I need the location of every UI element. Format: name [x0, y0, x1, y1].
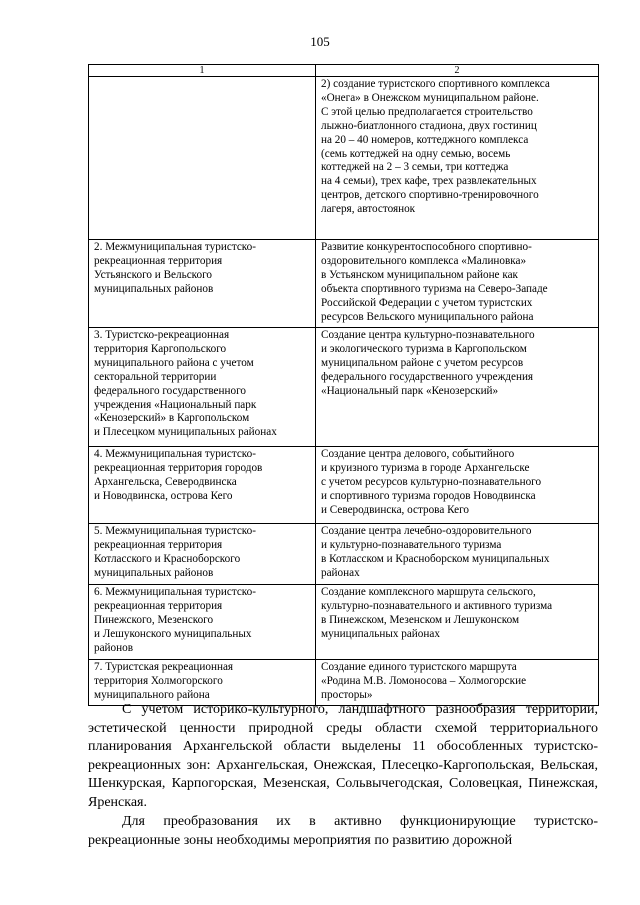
column-header-1: 1	[89, 65, 316, 77]
measure-cell: Создание центра культурно-познавательного и экологического туризма в Каргопольском муниципальном районе с учетом ресурсов федерального государственного учреждения «Национальный парк «Кенозерский»	[316, 328, 599, 447]
measure-cell: Создание единого туристского маршрута «Родина М.В. Ломоносова – Холмогорские просторы»	[316, 660, 599, 706]
body-paragraph-tourism-zones: С учетом историко-культурного, ландшафтного разнообразия территории, эстетической ценности природной среды области схемой территориального планирования Архангельской области выделены 11 обособленных туристско-рекреационных зон: Архангельская, Онежская, Плесецко-Каргопольская, Вельская, Шенкурская, Карпогорская, Мезенская, Сольвычегодская, Соловецкая, Пинежская, Яренская.	[88, 702, 598, 810]
zone-cell: 7. Туристская рекреационная территория Холмогорского муниципального района	[89, 660, 316, 706]
table-row	[89, 328, 599, 447]
table-row	[89, 585, 599, 660]
zone-cell: 6. Межмуниципальная туристско- рекреационная территория Пинежского, Мезенского и Лешуконского муниципальных районов	[89, 585, 316, 660]
table-row	[89, 447, 599, 524]
measure-cell: Развитие конкурентоспособного спортивно- оздоровительного комплекса «Малиновка» в Устьянском муниципальном районе как объекта спортивного туризма на Северо-Западе Российской Федерации с учетом туристских ресурсов Вельского муниципального района	[316, 240, 599, 328]
measure-cell: Создание комплексного маршрута сельского, культурно-познавательного и активного туризма в Пинежском, Мезенском и Лешуконском муниципальных районах	[316, 585, 599, 660]
measure-cell: 2) создание туристского спортивного комплекса «Онега» в Онежском муниципальном районе. С этой целью предполагается строительство лыжно-биатлонного стадиона, двух гостиниц на 20 – 40 номеров, коттеджного комплекса (семь коттеджей на одну семью, восемь коттеджей на 2 – 3 семьи, три коттеджа на 4 семьи), трех кафе, трех развлекательных центров, детского спортивно-тренировочного лагеря, автостоянок	[316, 77, 599, 240]
table-row	[89, 660, 599, 706]
body-paragraph-road-development: Для преобразования их в активно функционирующие туристско-рекреационные зоны необходимы мероприятия по развитию дорожной	[88, 814, 598, 848]
zone-cell: 5. Межмуниципальная туристско- рекреационная территория Котласского и Красноборского муниципальных районов	[89, 524, 316, 585]
tourism-zones-table	[88, 64, 599, 706]
table-row	[89, 524, 599, 585]
table-header-row	[89, 65, 599, 77]
zone-cell	[89, 77, 316, 240]
page-number: 105	[310, 34, 330, 49]
zone-cell: 4. Межмуниципальная туристско- рекреационная территория городов Архангельска, Северодвинска и Новодвинска, острова Кего	[89, 447, 316, 524]
column-header-2: 2	[316, 65, 599, 77]
measure-cell: Создание центра лечебно-оздоровительного и культурно-познавательного туризма в Котласском и Красноборском муниципальных районах	[316, 524, 599, 585]
measure-cell: Создание центра делового, событийного и круизного туризма в городе Архангельске с учетом ресурсов культурно-познавательного и спортивного туризма городов Новодвинска и Северодвинска, острова Кего	[316, 447, 599, 524]
zone-cell: 2. Межмуниципальная туристско- рекреационная территория Устьянского и Вельского муниципальных районов	[89, 240, 316, 328]
table-row	[89, 240, 599, 328]
table-row	[89, 77, 599, 240]
zone-cell: 3. Туристско-рекреационная территория Каргопольского муниципального района с учетом секторальной территории федерального государственного учреждения «Национальный парк «Кенозерский» в Каргопольском и Плесецком муниципальных районах	[89, 328, 316, 447]
